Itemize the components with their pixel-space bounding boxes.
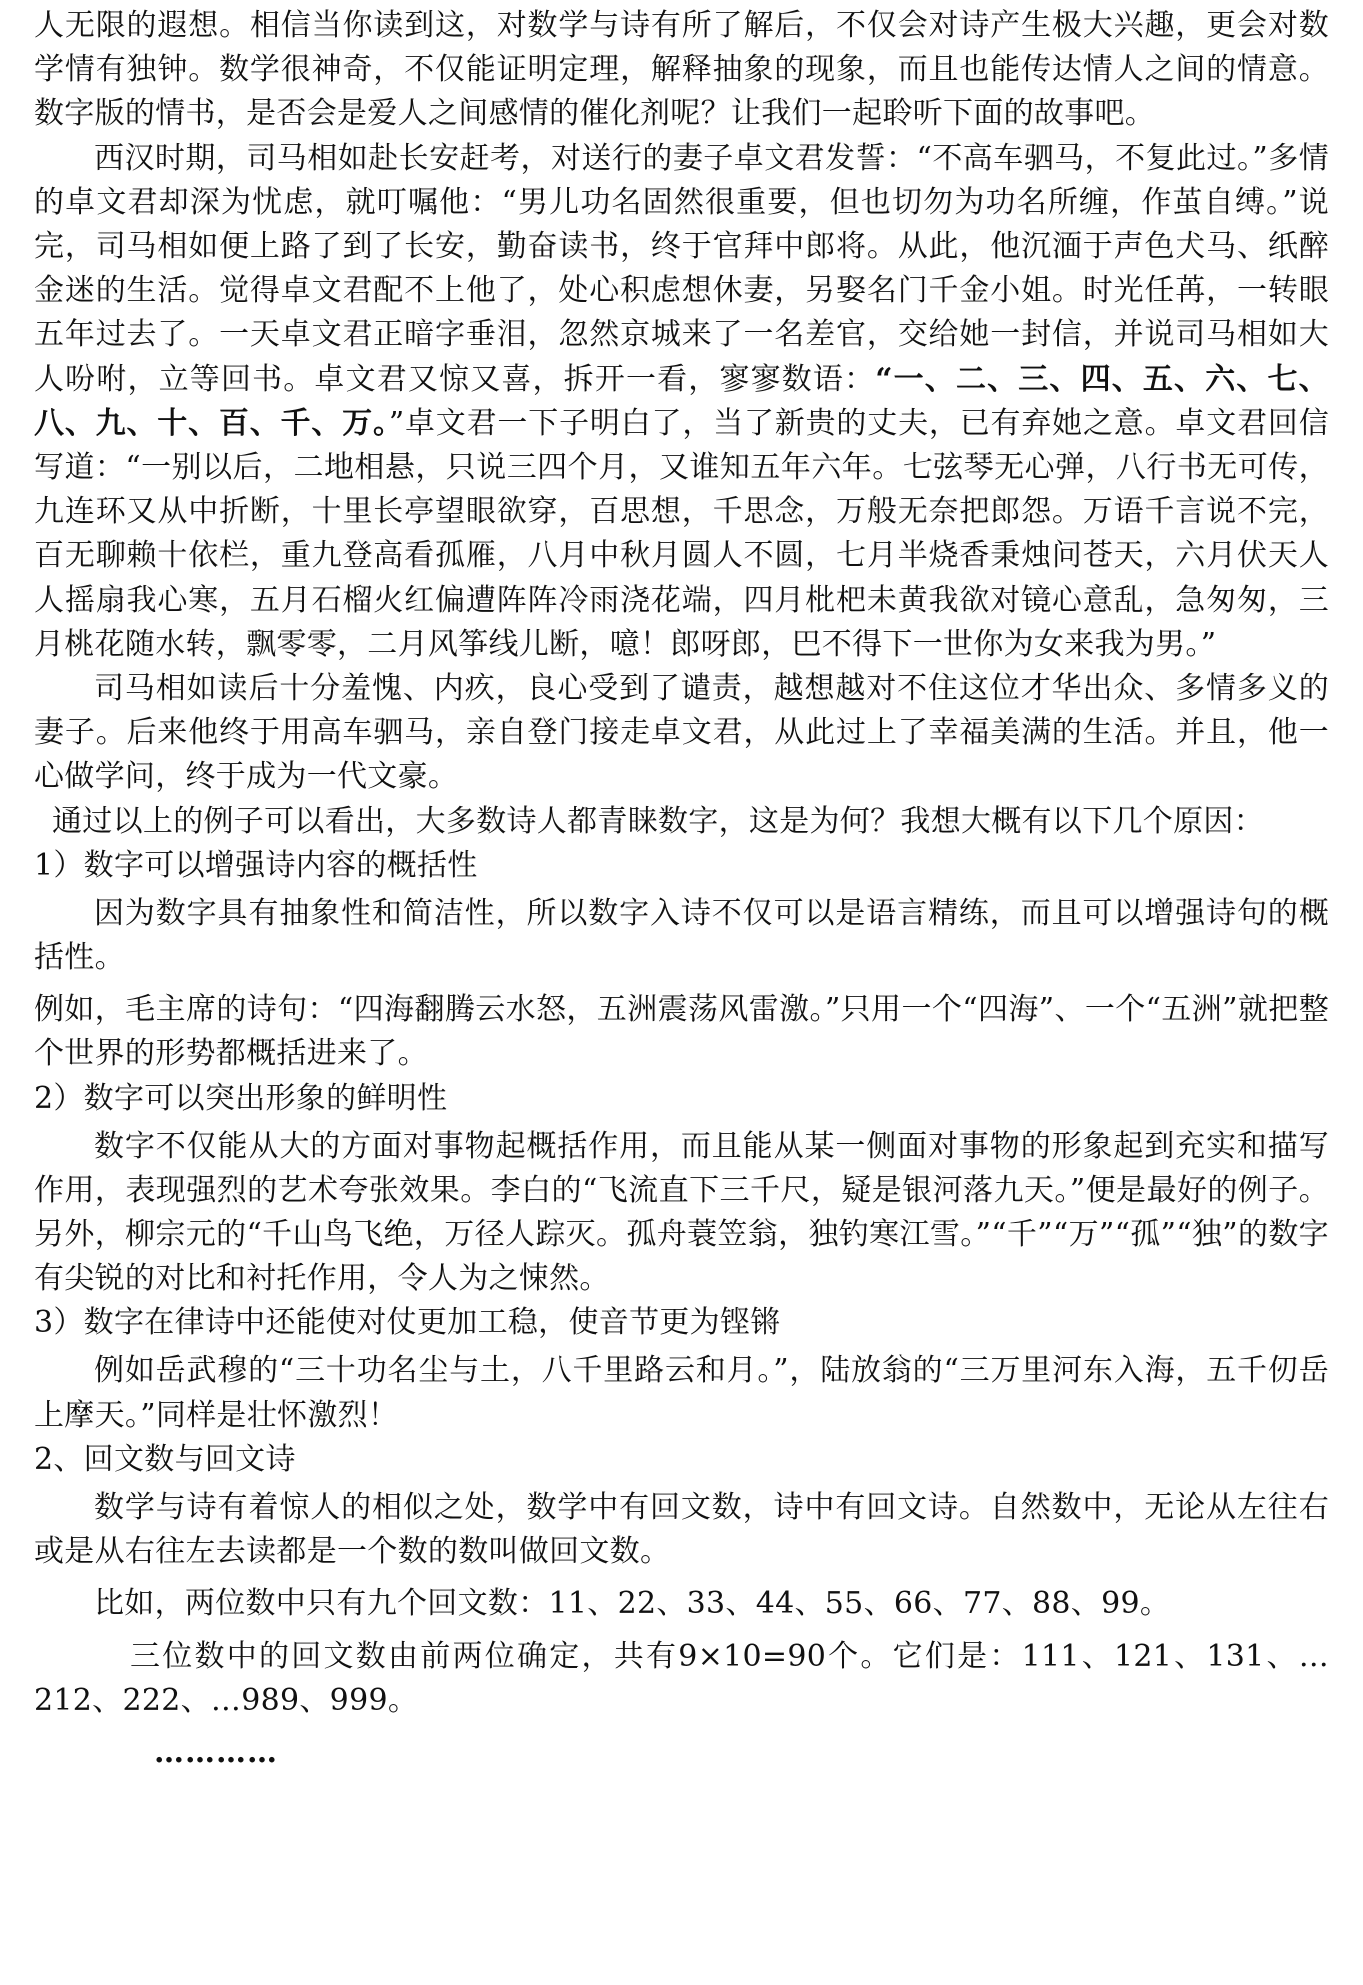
story-numbers-bold: “一、二、三、四、五、六、七、八、九、十、百、千、万。 — [34, 361, 1329, 441]
heading-reason-3: 3）数字在律诗中还能使对仗更加工稳，使音节更为铿锵 — [34, 1305, 781, 1341]
paragraph-reason-1-example: 例如，毛主席的诗句：“四海翻腾云水怒，五洲震荡风雷激。”只用一个“四海”、一个“五洲”就把整个世界的形势都概括进来了。 — [34, 992, 1329, 1072]
story-text-before: 西汉时期，司马相如赴长安赶考，对送行的妻子卓文君发誓：“不高车驷马，不复此过。”多情的卓文君却深为忧虑，就叮嘱他：“男儿功名固然很重要，但也切勿为功名所缠，作茧自缚。”说完，司马相如便上路了到了长安，勤奋读书，终于官拜中郎将。从此，他沉湎于声色犬马、纸醉金迷的生活。觉得卓文君配不上他了，处心积虑想休妻，另娶名门千金小姐。时光任苒，一转眼五年过去了。一天卓文君正暗字垂泪，忽然京城来了一名差官，交给她一封信，并说司马相如大人吩咐，立等回书。卓文君又惊又喜，拆开一看，寥寥数语： — [34, 140, 1329, 397]
ellipsis-line: ………… — [154, 1734, 278, 1770]
heading-reason-1: 1）数字可以增强诗内容的概括性 — [34, 847, 478, 883]
paragraph-story-ending: 司马相如读后十分羞愧、内疚，良心受到了谴责，越想越对不住这位才华出众、多情多义的妻子。后来他终于用高车驷马，亲自登门接走卓文君，从此过上了幸福美满的生活。并且，他一心做学问，终于成为一代文豪。 — [34, 671, 1329, 795]
heading-palindrome: 2、回文数与回文诗 — [34, 1441, 296, 1477]
paragraph-palindrome: 数学与诗有着惊人的相似之处，数学中有回文数，诗中有回文诗。自然数中，无论从左往右或是从右往左去读都是一个数的数叫做回文数。 — [34, 1489, 1329, 1570]
paragraph-reason-1: 因为数字具有抽象性和简洁性，所以数字入诗不仅可以是语言精练，而且可以增强诗句的概括性。 — [34, 895, 1329, 976]
paragraph-reason-3: 例如岳武穆的“三十功名尘与土，八千里路云和月。”，陆放翁的“三万里河东入海，五千仞岳上摩天。”同样是壮怀激烈！ — [34, 1353, 1329, 1433]
paragraph-two-digit: 比如，两位数中只有九个回文数：11、22、33、44、55、66、77、88、99。 — [94, 1586, 1171, 1622]
paragraph-story — [34, 137, 1329, 667]
paragraph-reason-2: 数字不仅能从大的方面对事物起概括作用，而且能从某一侧面对事物的形象起到充实和描写作用，表现强烈的艺术夸张效果。李白的“飞流直下三千尺，疑是银河落九天。”便是最好的例子。另外，柳宗元的“千山鸟飞绝，万径人踪灭。孤舟蓑笠翁，独钓寒江雪。”“千”“万”“孤”“独”的数字有尖锐的对比和衬托作用，令人为之悚然。 — [34, 1128, 1329, 1297]
heading-reason-2: 2）数字可以突出形象的鲜明性 — [34, 1080, 448, 1116]
paragraph-intro: 人无限的遐想。相信当你读到这，对数学与诗有所了解后，不仅会对诗产生极大兴趣，更会对数学情有独钟。数学很神奇，不仅能证明定理，解释抽象的现象，而且也能传达情人之间的情意。数字版的情书，是否会是爱人之间感情的催化剂呢？让我们一起聆听下面的故事吧。 — [34, 8, 1329, 132]
story-text-after: ”卓文君一下子明白了，当了新贵的丈夫，已有弃她之意。卓文君回信写道：“一别以后，二地相悬，只说三四个月，又谁知五年六年。七弦琴无心弹，八行书无可传，九连环又从中折断，十里长亭望眼欲穿，百思想，千思念，万般无奈把郎怨。万语千言说不完，百无聊赖十依栏，重九登高看孤雁，八月中秋月圆人不圆，七月半烧香秉烛问苍天，六月伏天人人摇扇我心寒，五月石榴火红偏遭阵阵冷雨浇花端，四月枇杷未黄我欲对镜心意乱，急匆匆，三月桃花随水转，飘零零，二月风筝线儿断，噫！郎呀郎，巴不得下一世你为女来我为男。” — [34, 405, 1329, 662]
paragraph-three-digit: 三位数中的回文数由前两位确定，共有9×10=90个。它们是：111、121、131、…212、222、…989、999。 — [34, 1638, 1329, 1718]
paragraph-reasons-intro: 通过以上的例子可以看出，大多数诗人都青睐数字，这是为何？我想大概有以下几个原因： — [52, 803, 1264, 839]
